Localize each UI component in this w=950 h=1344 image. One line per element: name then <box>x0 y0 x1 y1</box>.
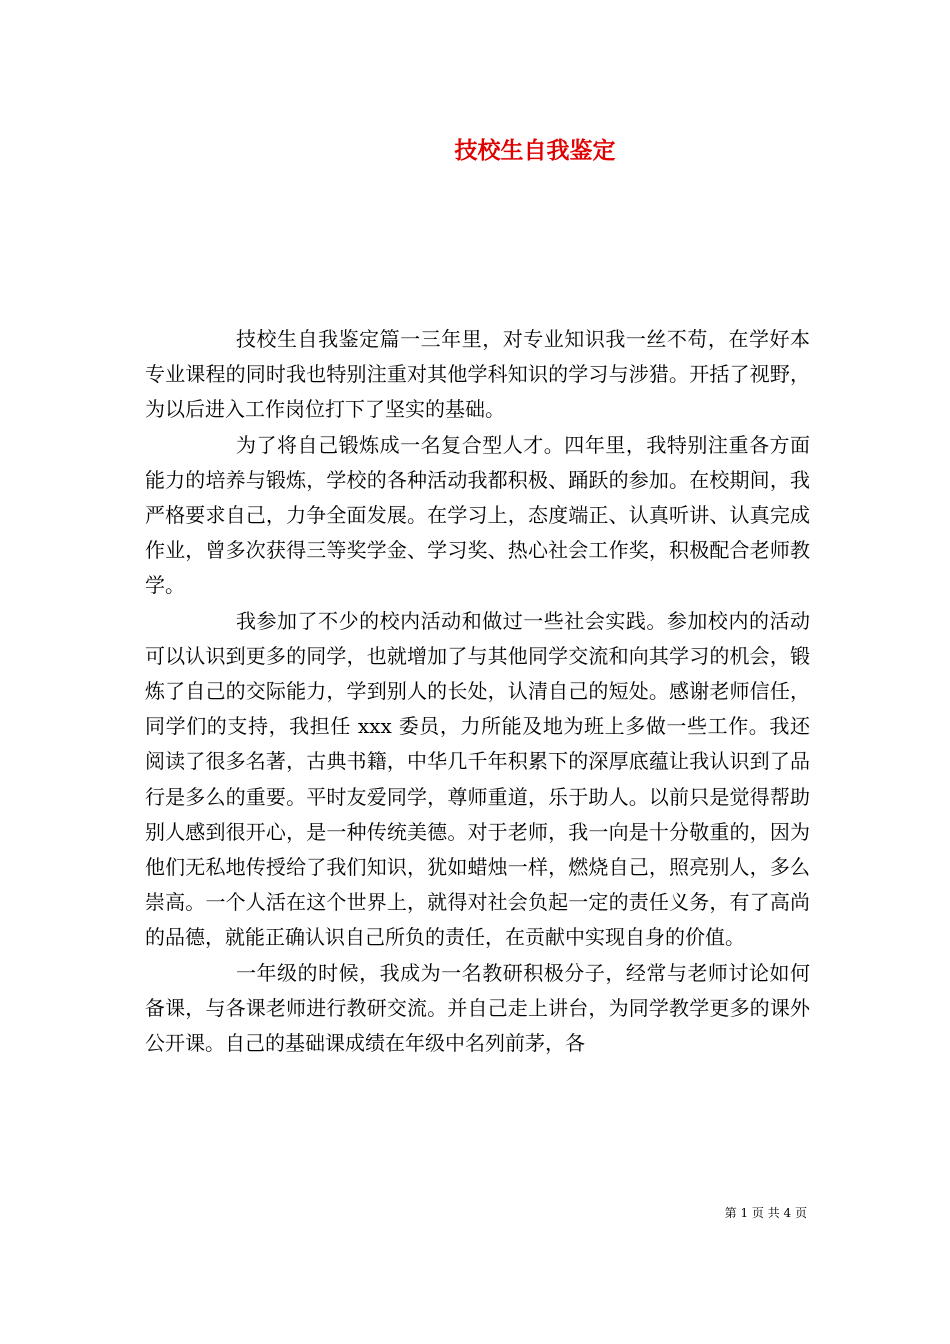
document-title: 技校生自我鉴定 <box>454 137 616 164</box>
paragraph-1: 技校生自我鉴定篇一三年里，对专业知识我一丝不苟，在学好本专业课程的同时我也特别注重对其他学科知识的学习与涉猎。开括了视野，为以后进入工作岗位打下了坚实的基础。 <box>145 327 810 422</box>
paragraph-3: 我参加了不少的校内活动和做过一些社会实践。参加校内的活动可以认识到更多的同学，也就增加了与其他同学交流和向其学习的机会，锻炼了自己的交际能力，学到别人的长处，认清自己的短处。感谢老师信任，同学们的支持，我担任 xxx 委员，力所能及地为班上多做一些工作。我还阅读了很多名著，古典书籍，中华几千年积累下的深厚底蕴让我认识到了品行是多么的重要。平时友爱同学，尊师重道，乐于助人。以前只是觉得帮助别人感到很开心，是一种传统美德。对于老师，我一向是十分敬重的，因为他们无私地传授给了我们知识，犹如蜡烛一样，燃烧自己，照亮别人，多么崇高。一个人活在这个世界上，就得对社会负起一定的责任义务，有了高尚的品德，就能正确认识自己所负的责任，在贡献中实现自身的价值。 <box>145 608 810 950</box>
paragraph-4: 一年级的时候，我成为一名教研积极分子，经常与老师讨论如何备课，与各课老师进行教研交流。并自己走上讲台，为同学教学更多的课外公开课。自己的基础课成绩在年级中名列前茅，各 <box>145 960 810 1056</box>
page-number-footer: 第 1 页 共 4 页 <box>724 1206 807 1220</box>
paragraph-2: 为了将自己锻炼成一名复合型人才。四年里，我特别注重各方面能力的培养与锻炼，学校的各种活动我都积极、踊跃的参加。在校期间，我严格要求自己，力争全面发展。在学习上，态度端正、认真听讲、认真完成作业，曾多次获得三等奖学金、学习奖、热心社会工作奖，积极配合老师教学。 <box>145 432 810 598</box>
document-body <box>145 322 810 1061</box>
